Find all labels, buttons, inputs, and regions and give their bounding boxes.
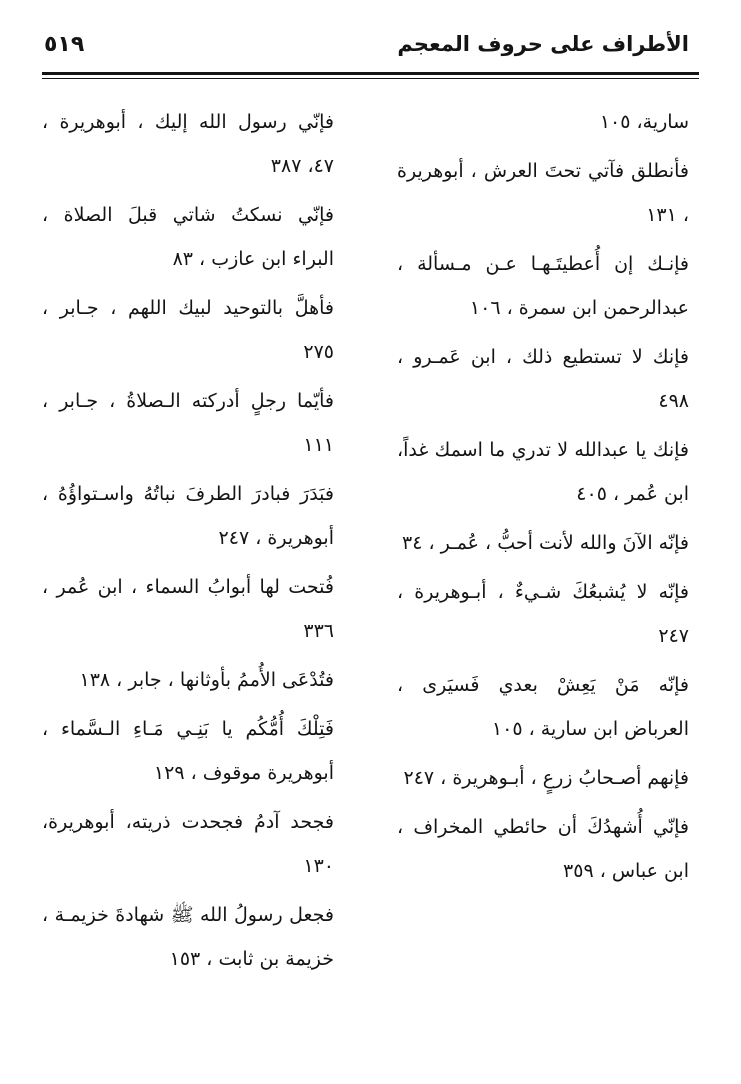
- index-entry: فإنك يا عبدالله لا تدري ما اسمك غداً، ابن عُمر ، ٤٠٥: [397, 439, 689, 505]
- index-entry: فبَدَرَ فبادرَ الطرفَ نباتُهُ واسـتواؤُهُ ، أبوهريرة ، ٢٤٧: [42, 483, 334, 549]
- index-entry: فإنّي رسول الله إليك ، أبوهريرة ، ٤٧، ٣٨٧: [42, 111, 334, 177]
- right-column: [397, 100, 689, 898]
- index-entry: فجحد آدمُ فجحدت ذريته، أبوهريرة، ١٣٠: [42, 811, 334, 877]
- index-entry: فَتِلْكَ أُمُّكُم يا بَنِـي مَـاءِ الـسَّماء ، أبوهريرة موقوف ، ١٢٩: [42, 718, 334, 784]
- running-title: الأطراف على حروف المعجم: [397, 32, 689, 56]
- index-entry: فأنطلق فآتي تحتَ العرش ، أبوهريرة ، ١٣١: [397, 160, 689, 226]
- page-header: [42, 30, 699, 68]
- index-entry: فإنّه لا يُشبعُكَ شـيءٌ ، أبـوهريرة ، ٢٤٧: [397, 581, 689, 647]
- index-entry: فُتحت لها أبوابُ السماء ، ابن عُمر ، ٣٣٦: [42, 576, 334, 642]
- left-column: [42, 100, 334, 986]
- index-entry: فأيّما رجلٍ أدركته الـصلاةُ ، جـابر ، ١١١: [42, 390, 334, 456]
- index-entry: فإنّه مَنْ يَعِشْ بعدي فَسيَرى ، العرباض ابن سارية ، ١٠٥: [397, 674, 689, 740]
- index-entry: فإنـك إن أُعطيتَـهـا عـن مـسألة ، عبدالرحمن ابن سمرة ، ١٠٦: [397, 253, 689, 319]
- index-entry: سارية، ١٠٥: [599, 111, 689, 133]
- header-rule-thick: [42, 72, 699, 75]
- page-number: ٥١٩: [44, 32, 85, 57]
- index-entry: فتُدْعَى الأُممُ بأوثانها ، جابر ، ١٣٨: [79, 669, 334, 691]
- index-entry: فإنّي أُشهدُكَ أن حائطي المخراف ، ابن عباس ، ٣٥٩: [397, 816, 689, 882]
- index-entry: فإنّي نسكتُ شاتي قبلَ الصلاة ، البراء ابن عازب ، ٨٣: [42, 204, 334, 270]
- index-entry: فإنك لا تستطيع ذلك ، ابن عَمـرو ، ٤٩٨: [397, 346, 689, 412]
- index-entry: فجعل رسولُ الله ﷺ شهادةَ خزيمـة ، خزيمة بن ثابت ، ١٥٣: [42, 904, 334, 970]
- index-entry: فإنّه الآنَ والله لأنت أحبُّ ، عُمـر ، ٣٤: [402, 532, 689, 554]
- index-entry: فأهلَّ بالتوحيد لبيك اللهم ، جـابر ، ٢٧٥: [42, 297, 334, 363]
- index-entry: فإنهم أصـحابُ زرعٍ ، أبـوهريرة ، ٢٤٧: [403, 767, 689, 789]
- header-rule-thin: [42, 78, 699, 79]
